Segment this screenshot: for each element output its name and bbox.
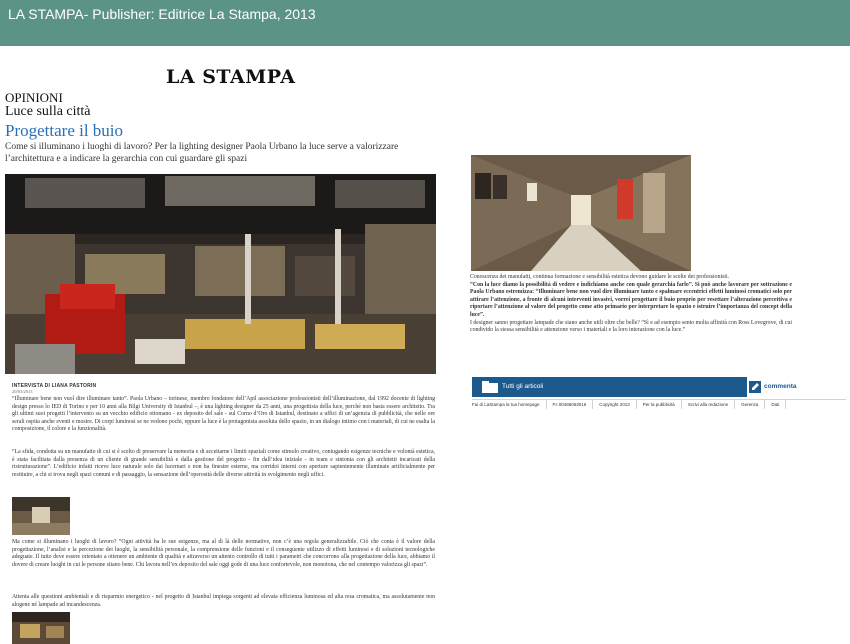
article-date: 20/03/2013 (12, 389, 33, 394)
corridor-illustration (471, 155, 691, 271)
newspaper-masthead: LA STAMPA (166, 66, 296, 88)
folder-icon (482, 381, 498, 393)
article-paragraph-2: “La sfida, condotta su un manufatto di cui si è scelto di preservare la memoria e di accettarne i limiti spaziali come stimolo creativo, coniugando esigenze tecniche e volontà estetica, è stata facilitata dalla presenza di un cliente di grande sensibilità e dalla gestione del progetto - fin dall’idea iniziale - in team e sintonia con gli architetti incaricati della ristrutturazione”. L’edificio infatti riceve luce naturale solo dai lucernari e non ha finestre esterne, ma corridoi interni con aperture sapientemente illuminate artificialmente per restituire, a chi si trova negli spazi comuni e di passaggio, la sensazione dell’operosità delle diverse attività in svolgimento negli uffici. (12, 449, 435, 478)
subsection-label: Luce sulla città (5, 104, 91, 119)
comment-label: commenta (764, 383, 797, 390)
corridor-thumbnail-illustration (12, 497, 70, 535)
footer-data-link[interactable]: Dati (771, 400, 786, 409)
office-thumbnail-illustration (12, 612, 70, 644)
all-articles-link[interactable]: Tutti gli articoli (502, 383, 544, 390)
article-headline: Progettare il buio (5, 121, 124, 140)
right-paragraph-2: “Con la luce diamo la possibilità di vedere e indichiamo anche con quale gerarchia farlo”. Si può anche lavorare per sottrazione e Paola Urbano estremizza: “Illuminare bene non vuol dire illuminare tanto e spalmare eccentrici effetti luminosi cromatici solo per attirare l’attenzione, a fronte di alcuni interventi invasivi, vorrei progettare il buio proprio per resettare l’alterazione percettiva e riportare l’attenzione al valore del progetto come atto primario per interpretare lo spazio e istruire l’importanza del concept della luce”. (470, 281, 792, 318)
footer-vat: P.I.00486063016 (553, 400, 594, 409)
footer-links (472, 399, 846, 409)
comment-button[interactable] (747, 377, 846, 397)
right-paragraph-1: Conoscenza dei manufatti, continua formazione e sensibilità estetica devono guidare le scelte dei professionisti. (470, 274, 730, 280)
footer-copyright: Copyright 2013 (599, 400, 637, 409)
right-paragraph-3: I designer sanno progettare lampade che siano anche utili oltre che belle? “Sì e ad esempio sento molta affinità con Ross Lovegrove, di cui condivido la stessa sensibilità e attenzione verso i materiali e la loro interazione con la luce.” (470, 319, 792, 334)
footer-gerenza-link[interactable]: Gerenza (741, 400, 765, 409)
thumbnail-photo-2 (12, 612, 70, 644)
footer-write-link[interactable]: Scrivi alla redazione (688, 400, 735, 409)
corridor-photo (471, 155, 691, 271)
section-label: OPINIONI (5, 90, 63, 105)
article-paragraph-3: Ma come si illuminano i luoghi di lavoro? “Ogni attività ha le sue esigenze, ma al di là delle normative, non c’è una regola generalizzabile. Ciò che conta è il valore della progettazione, l’analisi e la percezione dei luoghi, la sensibilità personale, la comprensione delle funzioni e il conseguente utilizzo di effetti luminosi e di soluzioni tecnologiche adeguate. Il tutto deve essere orientato a ottenere un ambiente di qualità e attraverso un attento controllo di tutti i parametri che concorrono alla progettazione della luce, abbiamo il dovere di creare luoghi in cui le persone stiano bene. Chi lavora nell’ex deposito del sale oggi gode di una luce confortevole, non monotona, che nel contempo valorizza gli spazi”. (12, 539, 435, 568)
article-byline: INTERVISTA DI LIANA PASTORIN (12, 383, 97, 389)
article-lede: Come si illuminano i luoghi di lavoro? Per la lighting designer Paola Urbano la luce serve a valorizzare l’architettura e a indicare la gerarchia con cui guardare gli spazi (5, 142, 399, 164)
footer-homepage-link[interactable]: Fai di LaStampa la tua homepage (472, 400, 547, 409)
office-interior-photo (5, 174, 436, 374)
caption-title: LA STAMPA- Publisher: Editrice La Stampa, 2013 (8, 6, 316, 22)
office-interior-illustration (5, 174, 436, 374)
right-column-text (470, 274, 792, 335)
caption-bar (0, 0, 850, 46)
articles-toolbar (472, 377, 846, 397)
thumbnail-photo-1 (12, 497, 70, 535)
pencil-icon (749, 381, 761, 393)
footer-advertising-link[interactable]: Per la pubblicità (643, 400, 682, 409)
article-paragraph-4: Attenta alle questioni ambientali e di risparmio energetico - nel progetto di Istanbul impiega sorgenti ad elevata efficienza luminosa ed alta resa cromatica, ma assolutamente non alogene né lampade ad incandescenza. (12, 594, 435, 608)
article-paragraph-1: “Illuminare bene non vuol dire illuminare tanto”. Paola Urbano – torinese, membro fondatore dell’Apil associazione professionisti dell’illuminazione, dal 1992 docente di lighting design presso lo IED di Torino e per 10 anni alla Bilgi University di Istanbul –, è una lighting designer da 25 anni, una progettista della luce, perché non basta essere architetto. Tra gli ultimi suoi progetti l’intervento su un vecchio edificio ottomano - ex deposito del sale - sul Corno d’Oro di Istanbul, destinato a uffici di un’agenzia di pubblicità, che nelle ore serali ospita anche eventi e mostre. Di corpi luminosi se ne vedono pochi, eppure la luce è la protagonista assoluta dello spazio, in un dialogo intimo con i materiali, di cui ne esalta la composizione, il colore e la funzionalità. (12, 396, 435, 433)
